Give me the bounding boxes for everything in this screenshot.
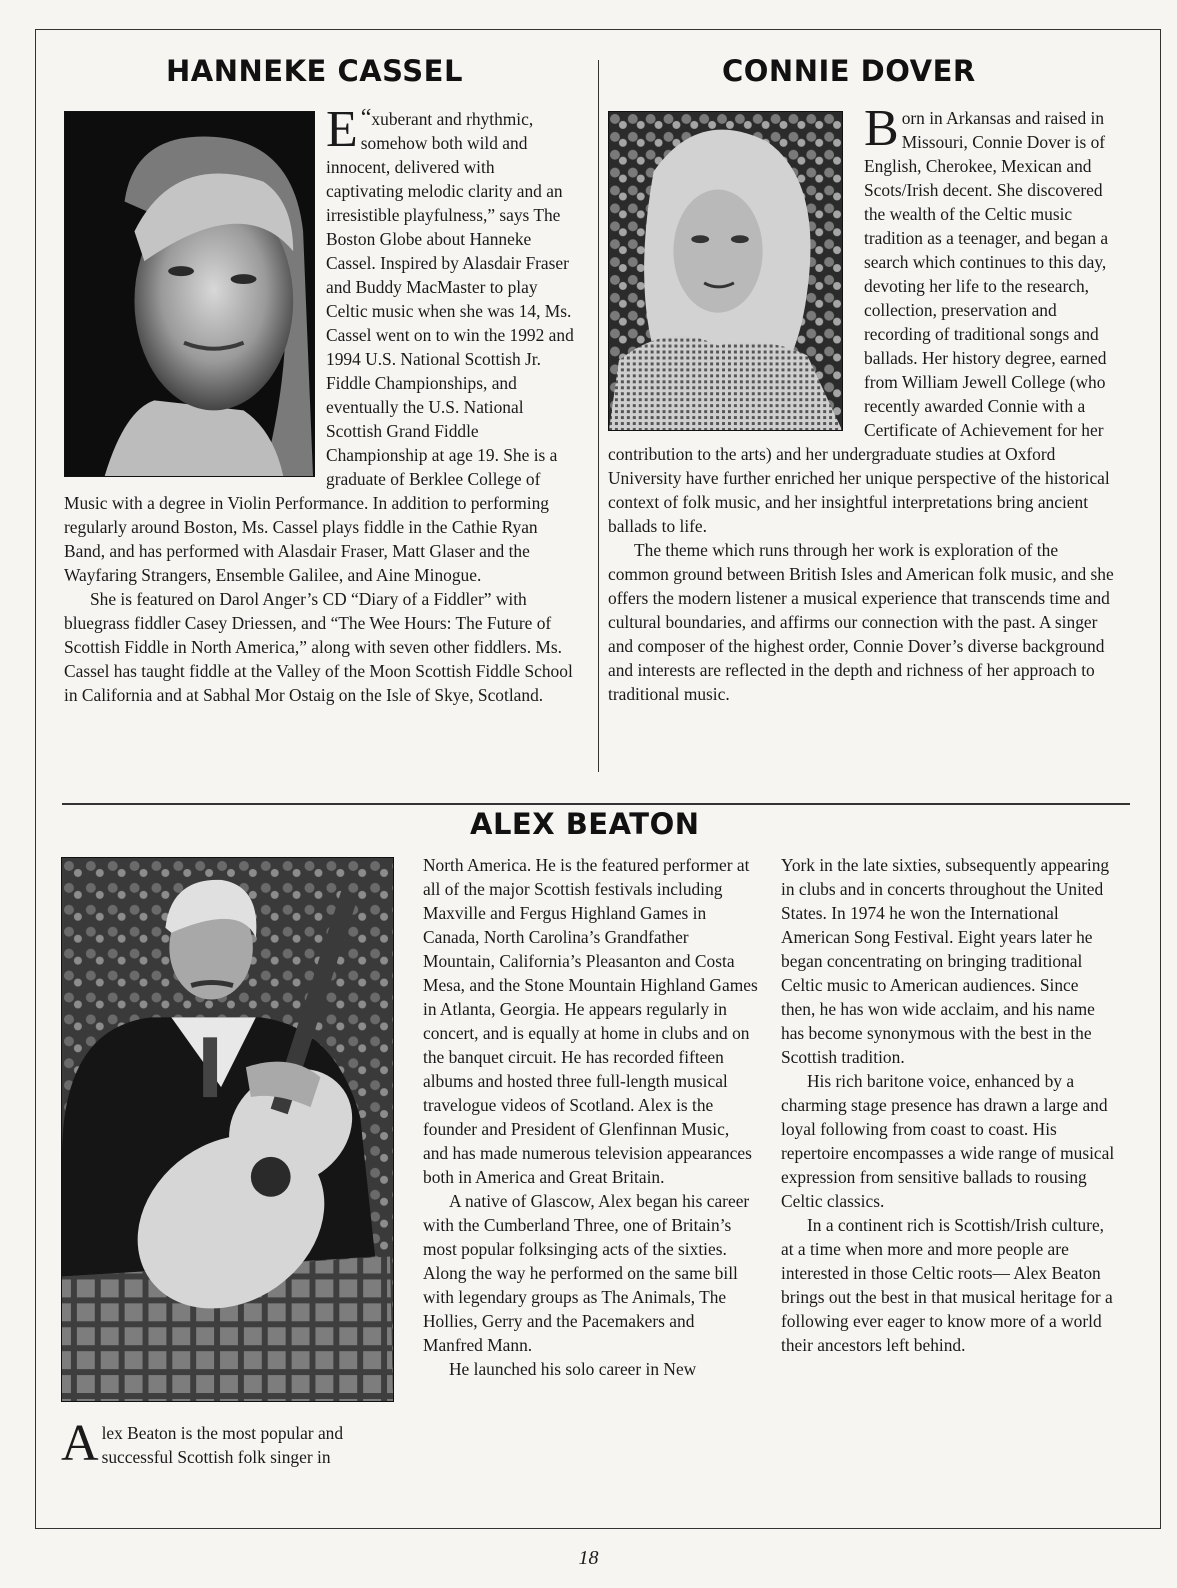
alex-intro [61, 1415, 396, 1472]
section-divider [62, 803, 1130, 805]
alex-portrait [61, 857, 394, 1402]
alex-intro-text: lex Beaton is the most popular and successful Scottish folk singer in [101, 1423, 344, 1467]
column-divider [598, 60, 599, 772]
hanneke-drop-cap: E [326, 101, 358, 158]
page-number: 18 [578, 1547, 599, 1569]
hanneke-heading: HANNEKE CASSEL [166, 54, 463, 88]
connie-drop-cap: B [864, 100, 899, 157]
hanneke-quote-mark: “ [360, 105, 372, 131]
alex-intro-paragraph [61, 1415, 396, 1472]
alex-col2-paragraph-2: A native of Glascow, Alex began his career with the Cumberland Three, one of Britain’s most popular folksinging acts of the sixties. Along the way he performed on the same bill with legendary groups as The Animals, The Hollies, Gerry and the Pacemakers and Manfred Mann. [423, 1191, 750, 1355]
alex-col2-paragraph-1: North America. He is the featured performer at all of the major Scottish festivals including Maxville and Fergus Highland Games in Canada, North Carolina’s Grandfather Mountain, California’s Pleasanton and Costa Mesa, and the Stone Mountain Highland Games in Atlanta, Georgia. He appears regularly in concert, and is equally at home in clubs and on the banquet circuit. He has recorded fifteen albums and hosted three full-length musical travelogue videos of Scotland. Alex is the founder and President of Glenfinnan Music, and has made numerous television appearances both in America and Great Britain. [423, 855, 758, 1187]
connie-full-text: William Jewell College (who recently awarded Connie with a Certificate of Achievement for her contribution to the arts) and her undergraduate studies at Oxford University have further enriched her unique perspective of the historical context of folk music, and her insightful interpretations bring ancient ballads to life. [608, 372, 1110, 536]
alex-col3-paragraph-1: York in the late sixties, subsequently appearing in clubs and in concerts throughout the United States. In 1974 he won the International American Song Festival. Eight years later he began concentrating on bringing traditional Celtic music to American audiences. Since then, he has won wide acclaim, and his name has become synonymous with the best in the Scottish tradition. [781, 855, 1110, 1067]
hanneke-paragraph-2: She is featured on Darol Anger’s CD “Diary of a Fiddler” with bluegrass fiddler Casey Driessen, and “The Wee Hours: The Future of Scottish Fiddle in North America,” along with seven other fiddlers. Ms. Cassel has taught fiddle at the Valley of the Moon Scottish Fiddle School in California and at Sabhal Mor Ostaig on the Isle of Skye, Scotland. [64, 589, 573, 705]
alex-column-2 [423, 853, 758, 1381]
connie-heading: CONNIE DOVER [722, 54, 976, 88]
hanneke-wrap-text: xuberant and rhythmic, somehow both wild and innocent, delivered with captivating melodic clarity and an irresistible playfulness,” says The Boston Globe about Hanneke Cassel. Inspired by Alasdair Fraser and Buddy MacMaster to play Celtic music when she was 14, Ms. Cassel went on to win the 1992 and 1994 U.S. National Scottish Jr. Fiddle Championships, and eventually the U.S. National Scottish Grand Fiddle [326, 109, 574, 441]
alex-drop-cap: A [61, 1415, 99, 1472]
connie-wrap-text: orn in Arkansas and raised in Missouri, Connie Dover is of English, Cherokee, Mexican and Scots/Irish decent. She discovered the wealth of the Celtic music tradition as a teenager, and began a search which continues to this day, devoting her life to the research, collection, preservation and recording of traditional songs and ballads. Her history degree, earned from [864, 108, 1109, 392]
alex-col2-paragraph-3: He launched his solo career in New [449, 1359, 697, 1379]
alex-column-3 [781, 853, 1116, 1357]
hanneke-body [64, 101, 576, 707]
connie-body [608, 100, 1123, 706]
alex-col3-paragraph-2: His rich baritone voice, enhanced by a charming stage presence has drawn a large and loyal following from coast to coast. His repertoire encompasses a wide range of musical expression from sensitive ballads to rousing Celtic classics. [781, 1071, 1115, 1211]
hanneke-full-text: Championship at age 19. She is a graduate of Berklee College of Music with a degree in Violin Performance. In addition to performing regularly around Boston, Ms. Cassel plays fiddle in the Cathie Ryan Band, and has performed with Alasdair Fraser, Matt Glaser and the Wayfaring Strangers, Ensemble Galilee, and Aine Minogue. [64, 445, 558, 585]
connie-paragraph-2: The theme which runs through her work is exploration of the common ground between British Isles and American folk music, and she offers the modern listener a musical experience that transcends time and cultural boundaries, and affirms our connection with the past. A singer and composer of the highest order, Connie Dover’s diverse background and interests are reflected in the depth and richness of her approach to traditional music. [608, 540, 1114, 704]
alex-col3-paragraph-3: In a continent rich is Scottish/Irish culture, at a time when more and more people are interested in those Celtic roots— Alex Beaton brings out the best in that musical heritage for a following ever eager to know more of a world their ancestors left behind. [781, 1215, 1113, 1355]
alex-heading: ALEX BEATON [470, 807, 700, 841]
